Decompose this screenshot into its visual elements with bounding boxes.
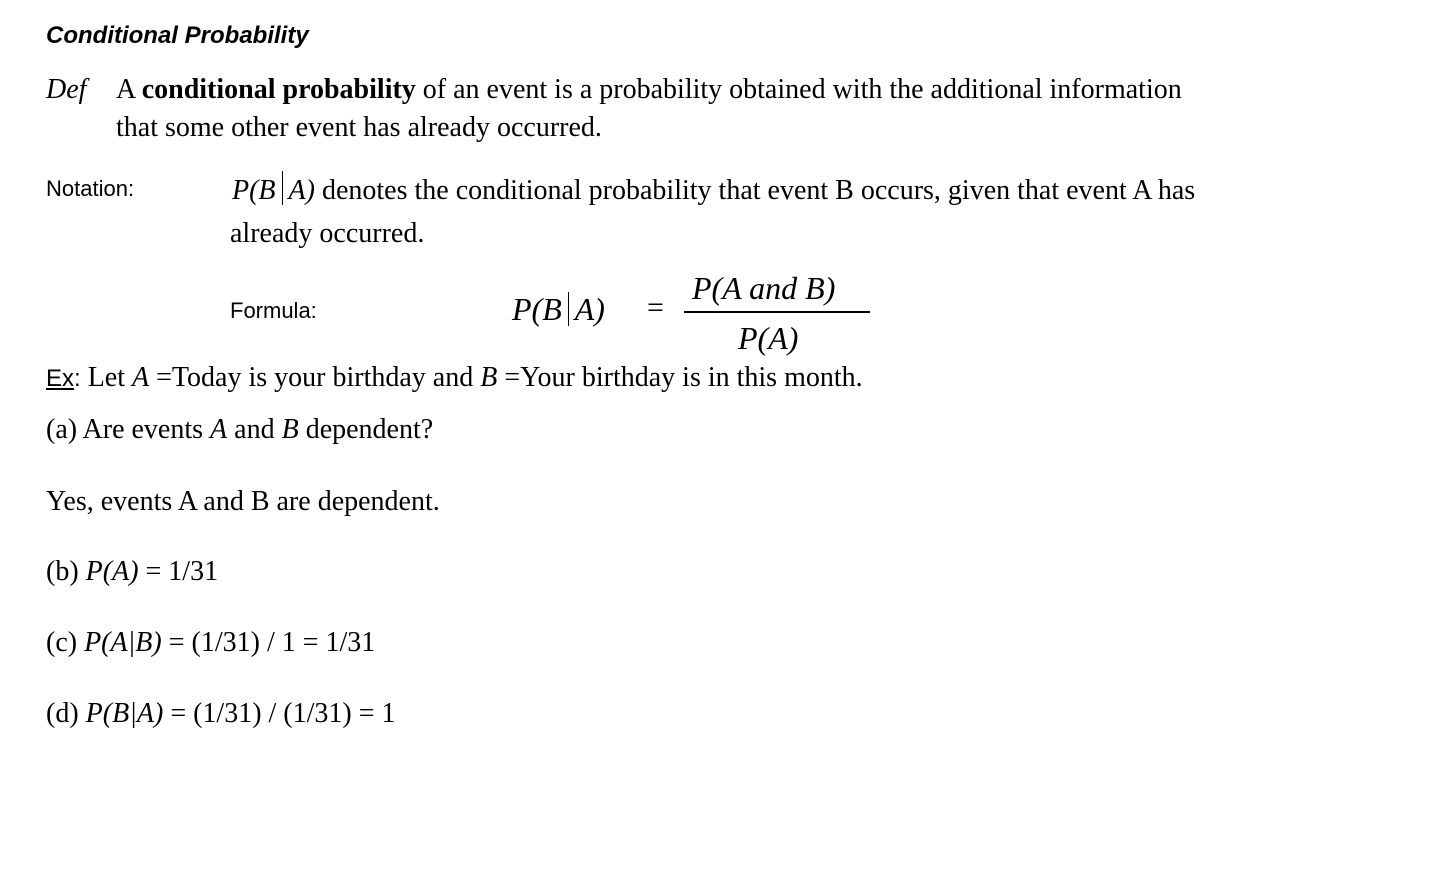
formula-denominator: P(A) (738, 320, 799, 356)
example-text-1: Let (80, 362, 132, 393)
notation-label: Notation: (46, 176, 135, 201)
notation-expression-a: A) (288, 175, 315, 206)
notation-line-1 (232, 171, 1195, 207)
page-title: Conditional Probability (46, 22, 309, 49)
formula-equals: = (647, 291, 664, 324)
question-a-var-2: B (281, 414, 299, 445)
question-b-pre: (b) (46, 556, 86, 587)
notation-expression-p: P(B (232, 175, 276, 206)
example-line (46, 362, 863, 394)
answer-a: Yes, events A and B are dependent. (46, 486, 440, 517)
definition-rest: of an event is a probability obtained with the additional information (415, 74, 1182, 105)
formula-label: Formula: (230, 298, 317, 323)
definition-line-1 (116, 74, 1182, 106)
formula-lhs (512, 291, 605, 328)
formula-lhs-p: P(B (512, 291, 562, 327)
question-b-post: = 1/31 (138, 556, 219, 587)
question-b (46, 556, 218, 588)
question-d-expr: P(B|A) (85, 698, 164, 729)
formula-numerator: P(A and B) (692, 270, 836, 306)
notation-text: denotes the conditional probability that event B occurs, given that event A has (314, 175, 1196, 206)
question-a-mid: and (227, 414, 282, 445)
question-b-expr: P(A) (85, 556, 139, 587)
definition-intro: A (116, 74, 142, 105)
example-colon: : (74, 365, 81, 392)
question-a-var-1: A (210, 414, 228, 445)
definition-line-2: that some other event has already occurred. (116, 112, 602, 143)
notation-line-2: already occurred. (230, 218, 425, 249)
question-a-post: dependent? (298, 414, 434, 445)
fraction-bar (684, 311, 870, 313)
formula-lhs-a: A) (574, 291, 605, 327)
given-bar (282, 171, 283, 205)
example-text-2: =Today is your birthday and (149, 362, 481, 393)
question-d (46, 698, 396, 730)
example-prefix: Ex (46, 365, 75, 392)
example-var-b: B (480, 362, 498, 393)
example-text-3: =Your birthday is in this month. (497, 362, 863, 393)
question-a-pre: (a) Are events (46, 414, 211, 445)
question-c-pre: (c) (46, 627, 85, 658)
formula-given-bar (568, 292, 569, 326)
question-c-expr: P(A|B) (84, 627, 162, 658)
question-c-post: = (1/31) / 1 = 1/31 (161, 627, 376, 658)
definition-tag: Def (46, 74, 87, 105)
question-d-post: = (1/31) / (1/31) = 1 (163, 698, 396, 729)
question-a (46, 414, 433, 446)
example-var-a: A (132, 362, 150, 393)
question-c (46, 627, 375, 659)
definition-term: conditional probability (141, 74, 416, 105)
question-d-pre: (d) (46, 698, 86, 729)
